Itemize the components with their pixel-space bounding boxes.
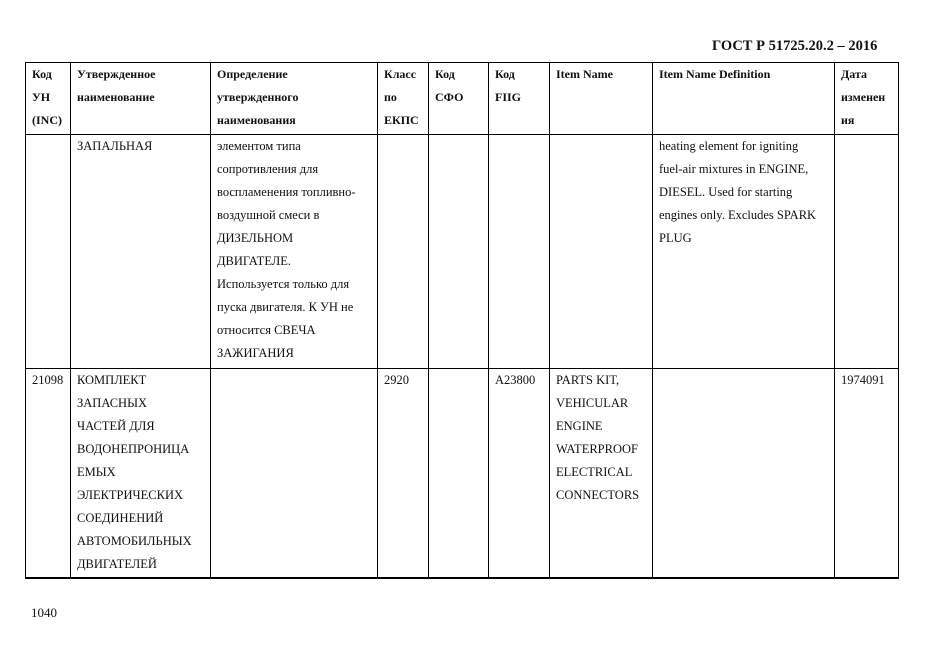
column-header-inc: Код УН (INC): [26, 63, 71, 135]
column-header-item-name-definition: Item Name Definition: [653, 63, 835, 135]
table-row: [26, 135, 899, 369]
cell-definition: [211, 369, 378, 578]
cell-item-name-definition: heating element for igniting fuel-air mixtures in ENGINE, DIESEL. Used for starting engines only. Excludes SPARK PLUG: [653, 135, 835, 369]
column-header-item-name: Item Name: [550, 63, 653, 135]
cell-date: [835, 135, 899, 369]
column-header-definition: Определение утвержденного наименования: [211, 63, 378, 135]
column-header-class: Класс по ЕКПС: [378, 63, 429, 135]
cell-class: [378, 135, 429, 369]
cell-fiig: [489, 135, 550, 369]
column-header-sfo: Код СФО: [429, 63, 489, 135]
cell-item-name-definition: [653, 369, 835, 578]
cell-sfo: [429, 135, 489, 369]
cell-definition: элементом типа сопротивления для воспламенения топливно- воздушной смеси в ДИЗЕЛЬНОМ ДВИГАТЕЛЕ. Используется только для пуска двигателя. К УН не относится СВЕЧА ЗАЖИГАНИЯ: [211, 135, 378, 369]
cell-item-name: PARTS KIT, VEHICULAR ENGINE WATERPROOF ELECTRICAL CONNECTORS: [550, 369, 653, 578]
specification-table: [25, 62, 899, 579]
cell-item-name: [550, 135, 653, 369]
cell-date: 1974091: [835, 369, 899, 578]
cell-sfo: [429, 369, 489, 578]
table-row: [26, 369, 899, 578]
cell-approved-name: ЗАПАЛЬНАЯ: [71, 135, 211, 369]
cell-fiig: A23800: [489, 369, 550, 578]
cell-inc: 21098: [26, 369, 71, 578]
cell-inc: [26, 135, 71, 369]
document-header: ГОСТ Р 51725.20.2 – 2016: [712, 38, 878, 54]
cell-approved-name: КОМПЛЕКТ ЗАПАСНЫХ ЧАСТЕЙ ДЛЯ ВОДОНЕПРОНИЦА ЕМЫХ ЭЛЕКТРИЧЕСКИХ СОЕДИНЕНИЙ АВТОМОБИЛЬНЫХ ДВИГАТЕЛЕЙ: [71, 369, 211, 578]
column-header-fiig: Код FIIG: [489, 63, 550, 135]
cell-class: 2920: [378, 369, 429, 578]
column-header-date: Дата изменен ия: [835, 63, 899, 135]
table-header-row: [26, 63, 899, 135]
column-header-approved-name: Утвержденное наименование: [71, 63, 211, 135]
page-number: 1040: [31, 605, 57, 620]
